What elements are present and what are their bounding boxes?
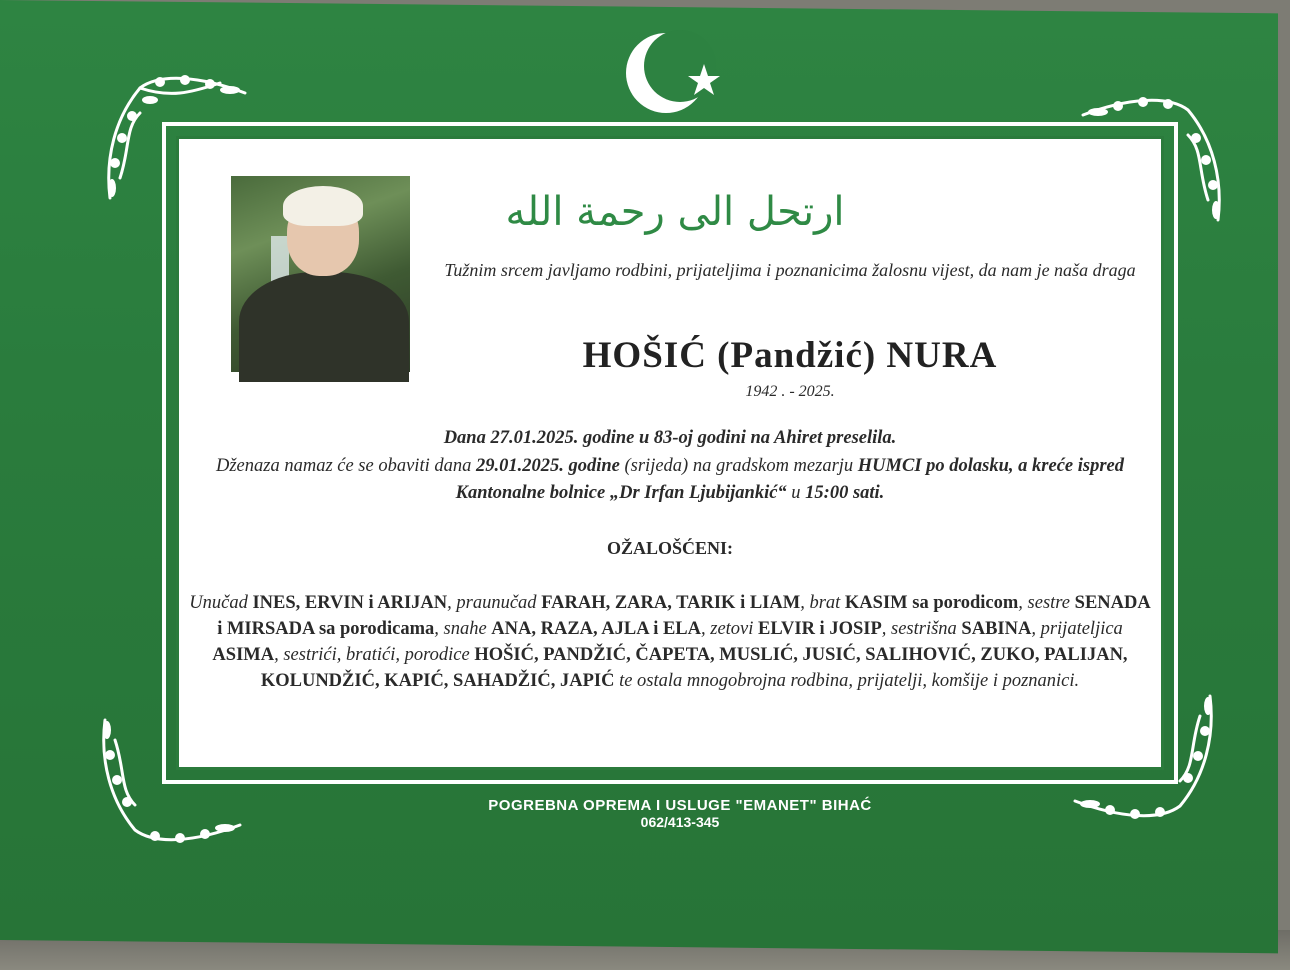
mourners-segment: , sestre [1018,593,1075,613]
arabic-calligraphy-heading [505,170,845,245]
mourners-segment: SENADA i MIRSADA sa porodicama [217,593,1151,639]
mourners-segment: , zetovi [701,619,759,639]
mourners-segment: , sestrići, bratići, porodice [274,645,475,665]
intro-text: Tužnim srcem javljamo rodbini, prijateljima i poznanicima žalosnu vijest, da nam je naša draga [444,260,1136,280]
mourners-segment: INES, ERVIN i ARIJAN [252,593,448,613]
mourners-segment: SABINA [961,619,1032,639]
mourners-segment: , snahe [434,619,492,639]
mourners-segment: te ostala mnogobrojna rodbina, prijatelji, komšije i poznanici. [614,671,1080,691]
mourners-segment: HOŠIĆ, PANDŽIĆ, ČAPETA, MUSLIĆ, JUSIĆ, SALIHOVIĆ, ZUKO, PALIJAN, KOLUNDŽIĆ, KAPIĆ, SAHADŽIĆ, JAPIĆ [260,645,1128,691]
deceased-photo [231,176,410,372]
mourners-list [188,590,1152,694]
death-date-line: Dana 27.01.2025. godine u 83-oj godini na Ahiret preselila. [443,428,897,448]
funeral-company-phone: 062/413-345 [640,814,720,830]
mourners-segment: ELVIR i JOSIP [758,619,882,639]
mourners-segment: , brat [800,593,845,613]
funeral-prayer-text: Dženaza namaz će se obaviti dana 29.01.2025. godine (srijeda) na gradskom mezarju HUMCI po dolasku, a kreće ispred Kantonalne bolnice „Dr Irfan Ljubijankić“ u 15:00 sati. [215,456,1124,503]
funeral-company: POGREBNA OPREMA I USLUGE "EMANET" BIHAĆ [488,797,872,814]
svg-text:ارتحل الى رحمة الله: ارتحل الى رحمة الله [505,189,845,235]
mourners-segment: ASIMA [212,645,275,665]
mourners-title: OŽALOŠĆENI: [606,538,734,558]
mourners-segment: , praunučad [447,593,542,613]
life-years: 1942 . - 2025. [745,383,835,400]
mourners-segment: FARAH, ZARA, TARIK i LIAM [541,593,801,613]
mourners-segment: KASIM sa porodicom [844,593,1019,613]
mourners-segment: , sestrišna [881,619,962,639]
mourners-segment: ANA, RAZA, AJLA i ELA [491,619,701,639]
deceased-name: HOŠIĆ (Pandžić) NURA [582,335,998,376]
mourners-segment: , prijateljica [1031,619,1123,639]
mourners-segment: Unučad [189,593,253,613]
crescent-star-icon [624,28,724,118]
